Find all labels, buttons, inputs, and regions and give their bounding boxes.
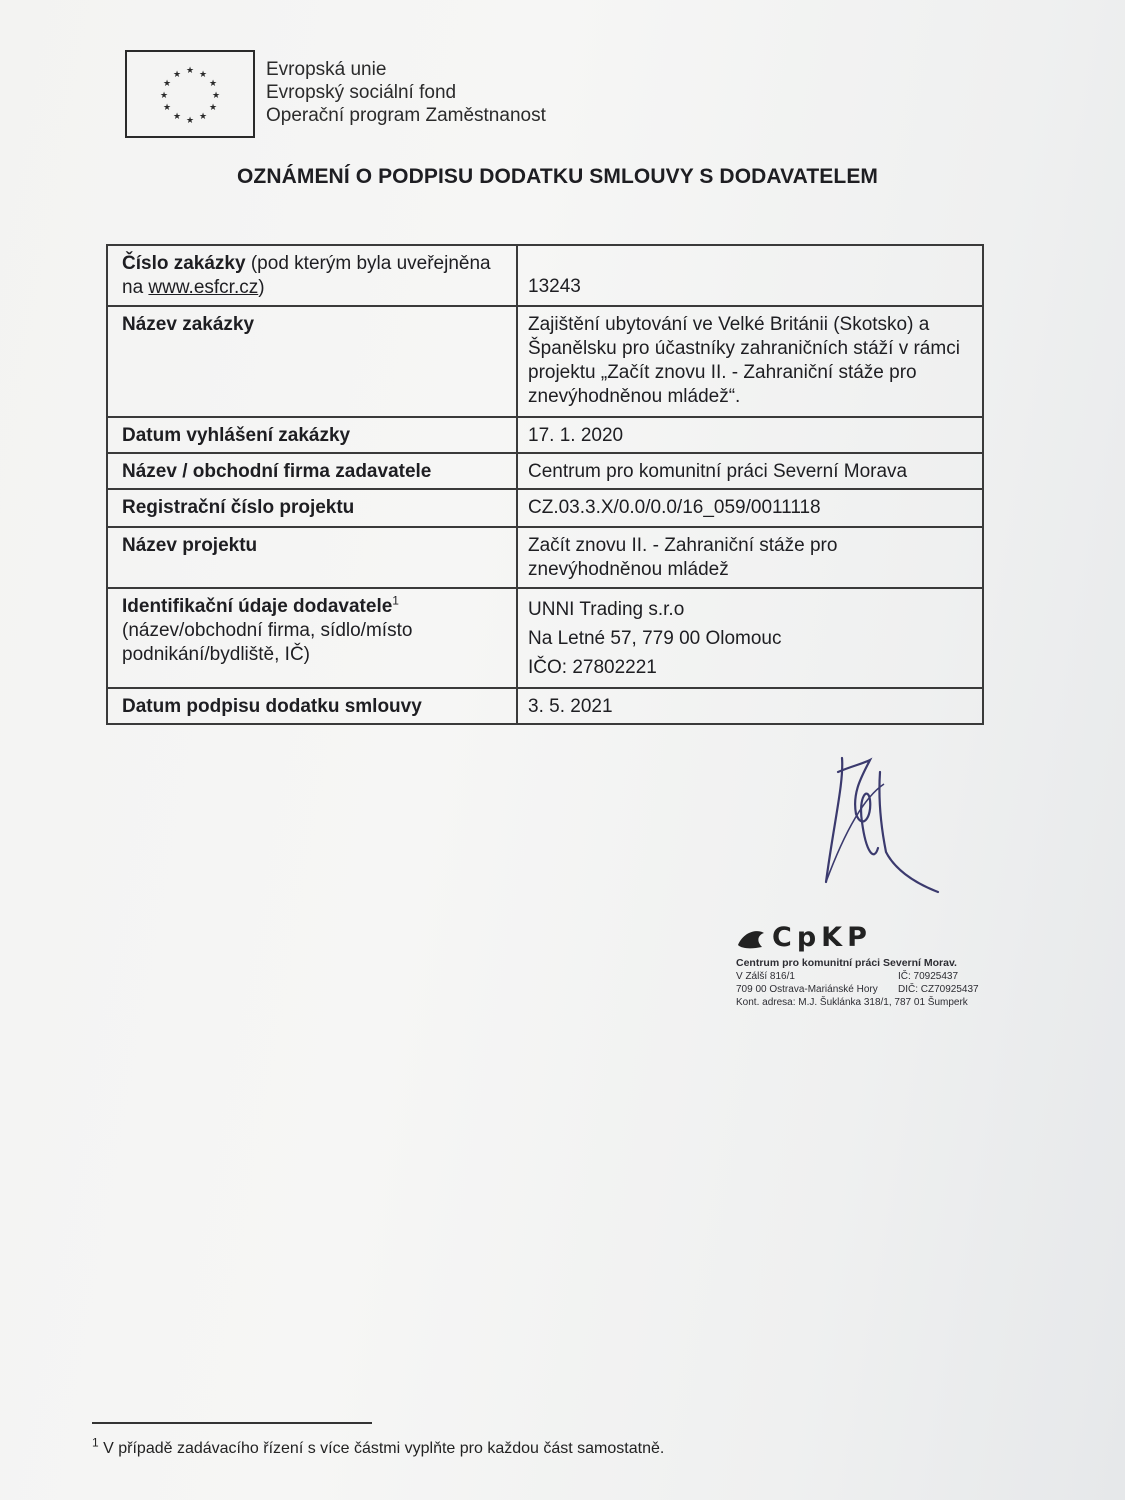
svg-text:★: ★ xyxy=(198,112,208,122)
svg-text:★: ★ xyxy=(185,116,195,126)
supplier-address: Na Letné 57, 779 00 Olomouc xyxy=(528,628,782,649)
svg-text:★: ★ xyxy=(172,70,182,80)
handwritten-signature xyxy=(812,752,952,902)
stamp-contact-address: Kont. adresa: M.J. Šuklánka 318/1, 787 01 Šumperk xyxy=(736,997,968,1008)
stamp-city: 709 00 Ostrava-Mariánské Hory xyxy=(736,984,878,995)
footnote-marker: 1 xyxy=(92,1435,99,1450)
esfcr-link[interactable]: www.esfcr.cz xyxy=(148,277,259,298)
svg-text:★: ★ xyxy=(208,79,218,89)
label-project-name: Název projektu xyxy=(107,527,517,588)
label-order-number-end: ) xyxy=(258,277,265,298)
footnote xyxy=(92,1435,665,1458)
eu-program-text xyxy=(266,58,546,127)
stamp-dic: DIČ: CZ70925437 xyxy=(898,984,979,995)
svg-text:★: ★ xyxy=(208,103,218,113)
stamp-street: V Zálší 816/1 xyxy=(736,971,795,982)
footnote-text: V případě zadávacího řízení s více částmi vyplňte pro každou část samostatně. xyxy=(98,1440,665,1457)
contracting-authority-value: Centrum pro komunitní práci Severní Morava xyxy=(517,453,983,489)
label-supplier-id-note: (název/obchodní firma, sídlo/místo podnikání/bydliště, IČ) xyxy=(122,620,413,665)
stamp-ic: IČ: 70925437 xyxy=(898,971,959,982)
label-cell xyxy=(107,245,517,306)
label-order-name: Název zakázky xyxy=(107,306,517,417)
table-row xyxy=(107,688,983,724)
label-order-number-note: (pod kterým byla uveřejněna na xyxy=(122,253,491,298)
eu-line-union: Evropská unie xyxy=(266,59,387,80)
supplier-ico: IČO: 27802221 xyxy=(528,657,657,678)
table-row xyxy=(107,245,983,306)
eu-line-fund: Evropský sociální fond xyxy=(266,82,457,103)
footnote-divider xyxy=(92,1422,372,1424)
svg-text:★: ★ xyxy=(159,91,169,101)
supplier-id-value xyxy=(517,588,983,688)
label-supplier-id: Identifikační údaje dodavatele xyxy=(122,596,393,617)
eu-flag-logo xyxy=(125,50,255,138)
supplier-name: UNNI Trading s.r.o xyxy=(528,599,685,620)
table-row xyxy=(107,489,983,527)
label-amendment-date: Datum podpisu dodatku smlouvy xyxy=(107,688,517,724)
contract-info-table xyxy=(106,244,984,725)
svg-text:★: ★ xyxy=(162,103,172,113)
label-cell xyxy=(107,588,517,688)
stamp-org-name: Centrum pro komunitní práci Severní Morav. xyxy=(736,957,957,969)
order-number-value: 13243 xyxy=(517,245,983,306)
eu-line-program: Operační program Zaměstnanost xyxy=(266,105,546,126)
label-announcement-date: Datum vyhlášení zakázky xyxy=(107,417,517,453)
company-stamp xyxy=(736,922,1016,1009)
svg-text:★: ★ xyxy=(211,91,221,101)
label-project-registration: Registrační číslo projektu xyxy=(107,489,517,527)
table-row xyxy=(107,306,983,417)
svg-text:★: ★ xyxy=(185,66,195,76)
table-row xyxy=(107,588,983,688)
svg-text:★: ★ xyxy=(172,112,182,122)
table-row xyxy=(107,417,983,453)
table-row xyxy=(107,453,983,489)
svg-text:★: ★ xyxy=(162,79,172,89)
announcement-date-value: 17. 1. 2020 xyxy=(517,417,983,453)
cpkp-logo-text: CpKP xyxy=(772,922,872,953)
label-contracting-authority: Název / obchodní firma zadavatele xyxy=(107,453,517,489)
footnote-ref: 1 xyxy=(392,593,399,608)
table-row xyxy=(107,527,983,588)
project-registration-value: CZ.03.3.X/0.0/0.0/16_059/0011118 xyxy=(517,489,983,527)
svg-text:★: ★ xyxy=(198,70,208,80)
stamp-address xyxy=(736,957,1016,1009)
cpkp-logo-icon xyxy=(736,927,766,949)
project-name-value: Začít znovu II. - Zahraniční stáže pro znevýhodněnou mládež xyxy=(517,527,983,588)
amendment-date-value: 3. 5. 2021 xyxy=(517,688,983,724)
eu-stars-icon xyxy=(127,52,253,136)
label-order-number: Číslo zakázky xyxy=(122,253,246,274)
cpkp-logo xyxy=(736,922,1016,953)
order-name-value: Zajištění ubytování ve Velké Británii (Skotsko) a Španělsku pro účastníky zahraničních stáží v rámci projektu „Začít znovu II. - Zahraniční stáže pro znevýhodněnou mládež“. xyxy=(517,306,983,417)
document-title: OZNÁMENÍ O PODPISU DODATKU SMLOUVY S DODAVATELEM xyxy=(236,165,879,188)
